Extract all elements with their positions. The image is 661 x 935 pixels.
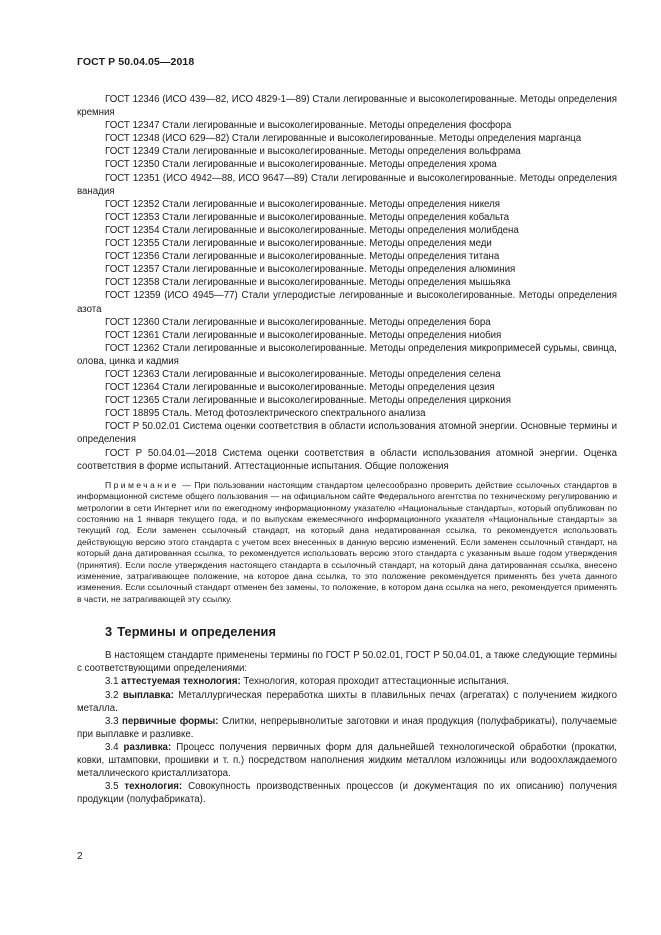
term-definition: [77, 689, 617, 715]
note-label: Примечание: [105, 479, 179, 490]
reference-item: ГОСТ 12353 Стали легированные и высоколегированные. Методы определения кобальта: [105, 211, 510, 223]
reference-item: ГОСТ 12355 Стали легированные и высоколегированные. Методы определения меди: [105, 238, 492, 250]
reference-item: ГОСТ 12361 Стали легированные и высоколегированные. Методы определения ниобия: [105, 329, 502, 341]
term-definition: [77, 675, 617, 688]
term-definition: [77, 741, 617, 780]
term-definition: [77, 780, 617, 806]
reference-item: ГОСТ 12364 Стали легированные и высоколегированные. Методы определения цезия: [105, 382, 495, 394]
reference-item: ГОСТ 12347 Стали легированные и высоколегированные. Методы определения фосфора: [105, 120, 512, 132]
term-list: [77, 675, 617, 806]
note-text: — При пользовании настоящим стандартом целесообразно проверить действие ссылочных стандартов в информационной системе общего пользования — на официальном сайте Федерального агентства по техническому регулированию и метрологии в сети Интернет или по ежегодному информационному указателю «Национальные стандарты», который опубликован по состоянию на 1 января текущего года, и по выпускам ежемесячного информационного указателя «Национальные стандарты» за текущий год. Если заменен ссылочный стандарт, на который дана недатированная ссылка, то рекомендуется использовать действующую версию этого стандарта с учетом всех внесенных в данную версию изменений. Если заменен ссылочный стандарт, на который дана датированная ссылка, то рекомендуется использовать версию этого стандарта с указанным выше годом утверждения (принятия). Если после утверждения настоящего стандарта в ссылочный стандарт, на который дана датированная ссылка, внесено изменение, затрагивающее положение, на которое дана ссылка, то это положение рекомендуется применять без учета данного изменения. Если ссылочный стандарт отменен без замены, то положение, в котором дана ссылка на него, рекомендуется применять в части, не затрагивающей эту ссылку.: [77, 479, 618, 604]
term-text: Совокупность производственных процессов (и документация по их описанию) получения продукции (полуфабриката).: [77, 781, 617, 806]
reference-item: ГОСТ 12349 Стали легированные и высоколегированные. Методы определения вольфрама: [105, 146, 521, 158]
reference-item: ГОСТ Р 50.02.01 Система оценки соответствия в области использования атомной энергии. Основные термины и определения: [77, 421, 617, 446]
reference-item: ГОСТ 12365 Стали легированные и высоколегированные. Методы определения циркония: [105, 395, 512, 407]
reference-item: ГОСТ 12352 Стали легированные и высоколегированные. Методы определения никеля: [105, 198, 501, 210]
term-number: 3.5: [105, 781, 119, 793]
term-name: первичные формы:: [122, 715, 219, 727]
reference-item: ГОСТ 12348 (ИСО 629—82) Стали легированные и высоколегированные. Методы определения марганца: [105, 133, 582, 145]
reference-item: ГОСТ 12359 (ИСО 4945—77) Стали углеродистые легированные и высоколегированные. Методы определения азота: [77, 290, 617, 315]
term-definition: [77, 715, 617, 741]
section-heading: [105, 625, 617, 638]
term-name: выплавка:: [122, 689, 174, 701]
reference-list: [77, 93, 617, 473]
term-number: 3.3: [105, 715, 119, 727]
document-header: ГОСТ Р 50.04.05—2018: [77, 56, 195, 68]
reference-item: ГОСТ 12362 Стали легированные и высоколегированные. Методы определения микропримесей сурьмы, свинца, олова, цинка и кадмия: [77, 342, 617, 367]
reference-item: ГОСТ 12354 Стали легированные и высоколегированные. Методы определения молибдена: [105, 224, 519, 236]
term-text: Процесс получения первичных форм для дальнейшей технологической обработки (прокатки, ковки, штамповки, прошивки и т. п.) посредством наполнения жидким металлом изложницы или водоохлаждаемого металлического кристаллизатора.: [77, 741, 617, 780]
reference-item: ГОСТ 12356 Стали легированные и высоколегированные. Методы определения титана: [105, 251, 500, 263]
term-number: 3.2: [105, 689, 119, 701]
reference-item: ГОСТ 12350 Стали легированные и высоколегированные. Методы определения хрома: [105, 159, 497, 171]
reference-item: ГОСТ Р 50.04.01—2018 Система оценки соответствия в области использования атомной энергии. Оценка соответствия в форме испытаний. Аттестационные испытания. Общие положения: [77, 447, 617, 472]
reference-item: ГОСТ 12360 Стали легированные и высоколегированные. Методы определения бора: [105, 316, 491, 328]
term-text: Технология, которая проходит аттестационные испытания.: [243, 676, 509, 688]
note-paragraph: [77, 480, 617, 605]
reference-item: ГОСТ 12346 (ИСО 439—82, ИСО 4829-1—89) Стали легированные и высоколегированные. Методы определения кремния: [77, 94, 617, 119]
reference-item: ГОСТ 12358 Стали легированные и высоколегированные. Методы определения мышьяка: [105, 277, 511, 289]
reference-item: ГОСТ 12357 Стали легированные и высоколегированные. Методы определения алюминия: [105, 264, 516, 276]
term-name: технология:: [124, 781, 183, 793]
term-name: разливка:: [123, 741, 172, 753]
reference-item: ГОСТ 18895 Сталь. Метод фотоэлектрического спектрального анализа: [105, 408, 426, 420]
section-number: 3: [105, 624, 113, 640]
term-text: Слитки, непрерывнолитые заготовки и иная продукция (полуфабрикаты), получаемые при выплавке и разливке.: [77, 715, 617, 740]
term-name: аттестуемая технология:: [121, 676, 241, 688]
section-title: Термины и определения: [117, 624, 277, 640]
term-number: 3.1: [105, 676, 119, 688]
reference-item: ГОСТ 12363 Стали легированные и высоколегированные. Методы определения селена: [105, 368, 501, 380]
page-number: 2: [77, 851, 83, 862]
term-number: 3.4: [105, 741, 119, 753]
page-content: [77, 93, 617, 806]
section-intro: В настоящем стандарте применены термины по ГОСТ Р 50.02.01, ГОСТ Р 50.04.01, а также следующие термины с соответствующими определениями:: [77, 650, 617, 675]
reference-item: ГОСТ 12351 (ИСО 4942—88, ИСО 9647—89) Стали легированные и высоколегированные. Методы определения ванадия: [77, 172, 617, 197]
term-text: Металлургическая переработка шихты в плавильных печах (агрегатах) с получением жидкого металла.: [77, 689, 617, 714]
